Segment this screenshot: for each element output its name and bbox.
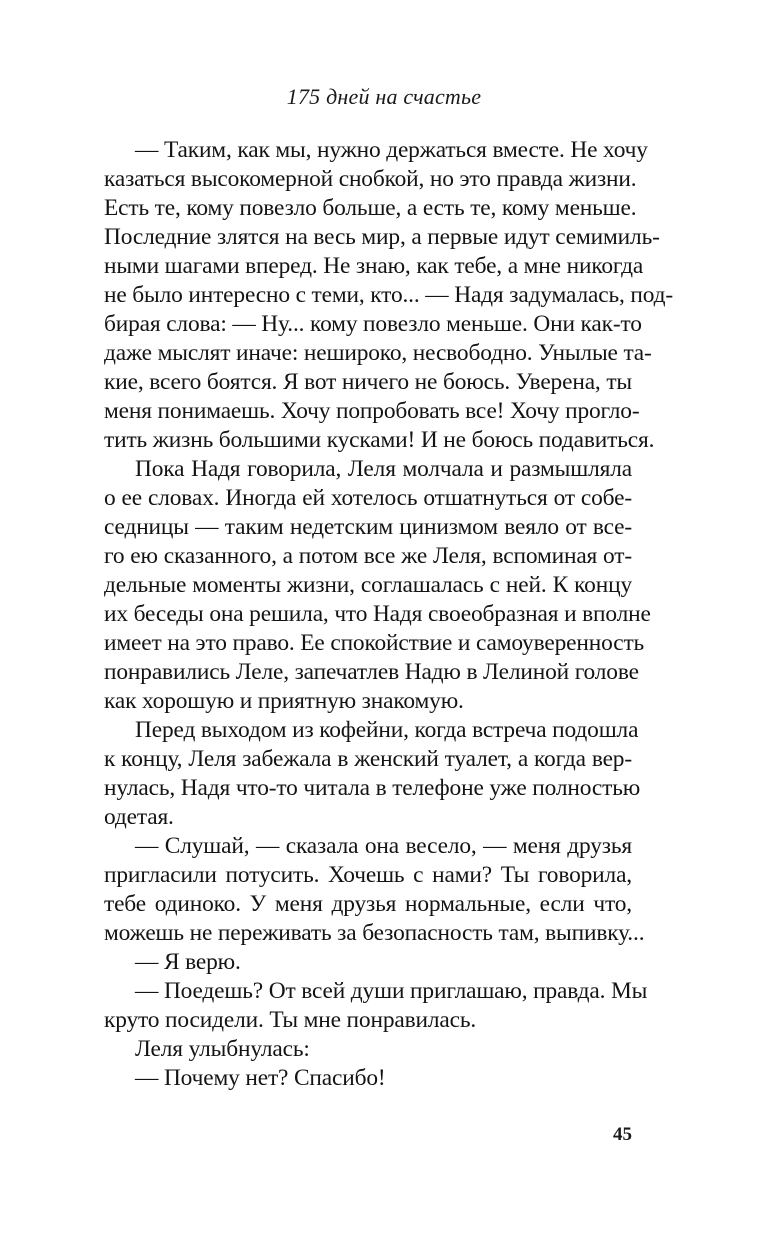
text-line: Леля улыбнулась:: [135, 1036, 310, 1062]
text-line: бирая слова: — Ну... кому повезло меньше. Они как-то: [104, 311, 642, 337]
text-line: кие, всего боятся. Я вот ничего не боюсь. Уверена, ты: [104, 369, 632, 395]
paragraph: [104, 1064, 632, 1093]
text-line: имеет на это право. Ее спокойствие и самоуверенность: [104, 630, 645, 656]
text-line: круто посидели. Ты мне понравилась.: [104, 1007, 477, 1033]
body-text: [104, 136, 674, 1093]
text-line: их беседы она решила, что Надя своеобразная и вполне: [104, 601, 651, 627]
text-line: Последние злятся на весь мир, а первые идут семимиль-: [104, 224, 660, 250]
text-line: нулась, Надя что-то читала в телефоне уже полностью: [104, 775, 641, 801]
text-line: го ею сказанного, а потом все же Леля, вспоминая от-: [104, 543, 632, 569]
paragraph: [104, 977, 648, 1035]
text-line: ными шагами вперед. Не знаю, как тебе, а мне никогда: [104, 253, 644, 279]
text-line: Пока Надя говорила, Леля молчала и размышляла: [135, 456, 632, 482]
text-line: казаться высокомерной снобкой, но это правда жизни.: [104, 166, 637, 192]
text-line: седницы — таким недетским цинизмом веяло от все-: [104, 514, 632, 540]
text-line: дельные моменты жизни, соглашалась с ней. К концу: [104, 572, 632, 598]
paragraph: [104, 716, 641, 832]
text-line: Есть те, кому повезло больше, а есть те, кому меньше.: [104, 195, 637, 221]
running-title: 175 дней на счастье: [286, 84, 482, 109]
text-line: — Слушай, — сказала она весело, — меня друзья: [135, 833, 632, 859]
text-line: можешь не переживать за безопасность там, выпивку...: [104, 920, 645, 946]
text-line: к концу, Леля забежала в женский туалет, а когда вер-: [104, 746, 632, 772]
paragraph: [104, 948, 632, 977]
text-line: Перед выходом из кофейни, когда встреча подошла: [135, 717, 639, 743]
text-line: — Поедешь? От всей души приглашаю, правда. Мы: [135, 978, 648, 1004]
paragraph: [104, 136, 674, 455]
text-line: одетая.: [104, 804, 174, 830]
paragraph: [104, 455, 651, 716]
text-line: — Почему нет? Спасибо!: [135, 1065, 386, 1091]
page-number: 45: [613, 1124, 632, 1145]
text-line: не было интересно с теми, кто... — Надя задумалась, под-: [104, 282, 674, 308]
text-line: о ее словах. Иногда ей хотелось отшатнуться от собе-: [104, 485, 632, 511]
text-line: тебе одиноко. У меня друзья нормальные, если что,: [104, 891, 632, 917]
text-line: понравились Леле, запечатлев Надю в Лелиной голове: [104, 659, 639, 685]
text-line: — Я верю.: [135, 949, 241, 975]
text-line: — Таким, как мы, нужно держаться вместе. Не хочу: [135, 137, 648, 163]
paragraph: [104, 1035, 632, 1064]
text-line: как хорошую и приятную знакомую.: [104, 688, 464, 714]
text-line: меня понимаешь. Хочу попробовать все! Хочу прогло-: [104, 398, 640, 424]
text-line: даже мыслят иначе: нешироко, несвободно. Унылые та-: [104, 340, 652, 366]
paragraph: [104, 832, 645, 948]
text-line: тить жизнь большими кусками! И не боюсь подавиться.: [104, 427, 655, 453]
text-line: пригласили потусить. Хочешь с нами? Ты говорила,: [104, 862, 632, 888]
